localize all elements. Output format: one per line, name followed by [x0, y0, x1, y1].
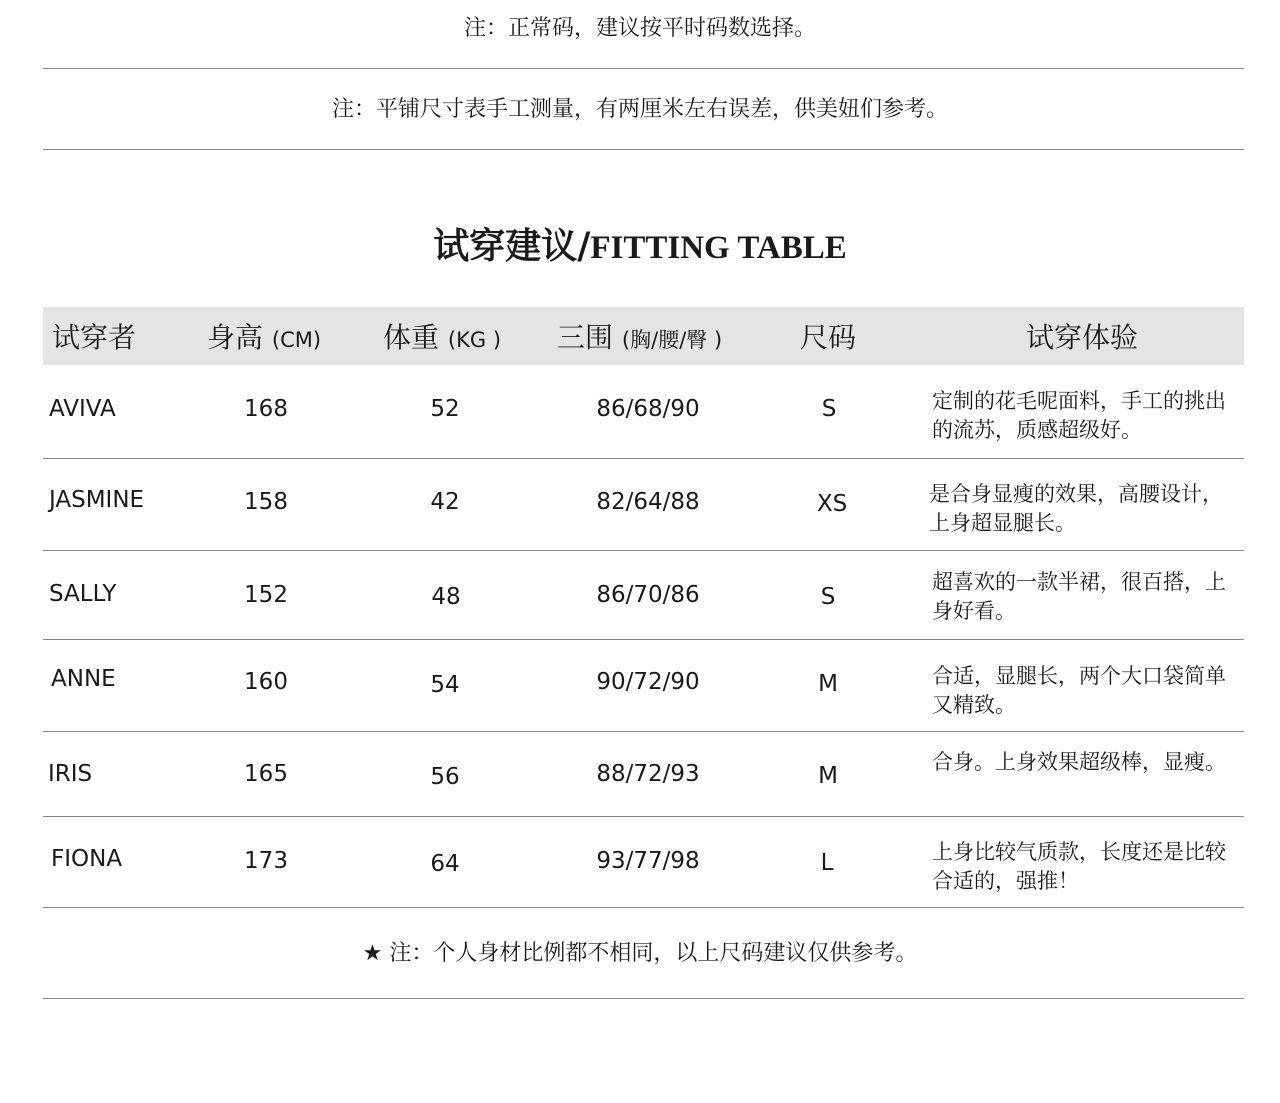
row-weight: 52	[430, 396, 460, 422]
title-english: FITTING TABLE	[590, 230, 847, 266]
header-height-unit: (CM)	[271, 328, 322, 352]
row-measurements: 86/70/86	[596, 582, 700, 608]
row-height: 168	[244, 396, 288, 422]
row-weight: 64	[430, 851, 460, 877]
row-height: 173	[244, 848, 288, 874]
header-weight	[383, 307, 501, 365]
row-measurements: 86/68/90	[596, 396, 700, 422]
row-fitting-experience: 合适，显腿长，两个大口袋简单又精致。	[932, 664, 1226, 717]
table-header	[43, 307, 1244, 365]
row-measurements: 82/64/88	[596, 489, 700, 515]
disclaimer-note: ★ 注：个人身材比例都不相同，以上尺码建议仅供参考。	[362, 941, 918, 966]
header-size: 尺码	[800, 321, 857, 354]
row-weight: 56	[430, 764, 460, 790]
row-measurements: 88/72/93	[596, 761, 700, 787]
row-measurements: 90/72/90	[596, 669, 700, 695]
row-divider	[43, 458, 1244, 459]
row-size: M	[818, 763, 838, 789]
row-name: IRIS	[48, 761, 93, 787]
row-fitting-experience: 上身比较气质款，长度还是比较合适的，强推！	[932, 840, 1226, 893]
row-measurements: 93/77/98	[596, 848, 700, 874]
row-fitting-experience: 合身。上身效果超级棒，显瘦。	[932, 750, 1226, 774]
row-name: JASMINE	[49, 487, 145, 513]
row-fitting-experience: 超喜欢的一款半裙，很百搭，上身好看。	[932, 570, 1226, 623]
row-divider	[43, 907, 1244, 908]
divider	[43, 998, 1244, 999]
row-fitting-experience: 定制的花毛呢面料，手工的挑出的流苏，质感超级好。	[932, 389, 1226, 442]
row-height: 158	[244, 489, 288, 515]
row-name: FIONA	[51, 846, 123, 872]
fitting-table-title	[0, 222, 1280, 272]
row-size: S	[821, 396, 837, 422]
size-note: 注：正常码，建议按平时码数选择。	[463, 16, 816, 41]
row-divider	[43, 639, 1244, 640]
row-height: 152	[244, 582, 288, 608]
divider	[43, 149, 1244, 150]
measurement-note: 注：平铺尺寸表手工测量，有两厘米左右误差，供美妞们参考。	[331, 97, 948, 122]
row-size: S	[820, 584, 836, 610]
row-size: L	[820, 850, 834, 876]
row-height: 165	[244, 761, 288, 787]
row-divider	[43, 731, 1244, 732]
header-measure-unit: (胸/腰/臀 )	[621, 328, 723, 352]
header-fitting-experience: 试穿体验	[1026, 321, 1139, 354]
header-measure-label: 三围	[557, 321, 614, 354]
header-weight-label: 体重	[383, 321, 440, 354]
row-height: 160	[244, 669, 288, 695]
row-name: ANNE	[51, 666, 116, 692]
header-height	[207, 307, 321, 365]
header-height-label: 身高	[207, 321, 264, 354]
header-measurements	[557, 307, 722, 365]
row-weight: 54	[430, 672, 460, 698]
divider	[43, 68, 1244, 69]
row-name: AVIVA	[49, 396, 116, 422]
header-name: 试穿者	[52, 321, 137, 354]
row-divider	[43, 550, 1244, 551]
row-name: SALLY	[49, 581, 117, 607]
row-size: M	[818, 671, 838, 697]
title-chinese: 试穿建议/	[433, 225, 591, 267]
row-fitting-experience: 是合身显瘦的效果，高腰设计，上身超显腿长。	[929, 482, 1223, 535]
row-weight: 42	[430, 489, 460, 515]
header-weight-unit: (KG )	[447, 328, 502, 352]
row-size: XS	[816, 491, 848, 517]
row-divider	[43, 816, 1244, 817]
row-weight: 48	[431, 584, 461, 610]
